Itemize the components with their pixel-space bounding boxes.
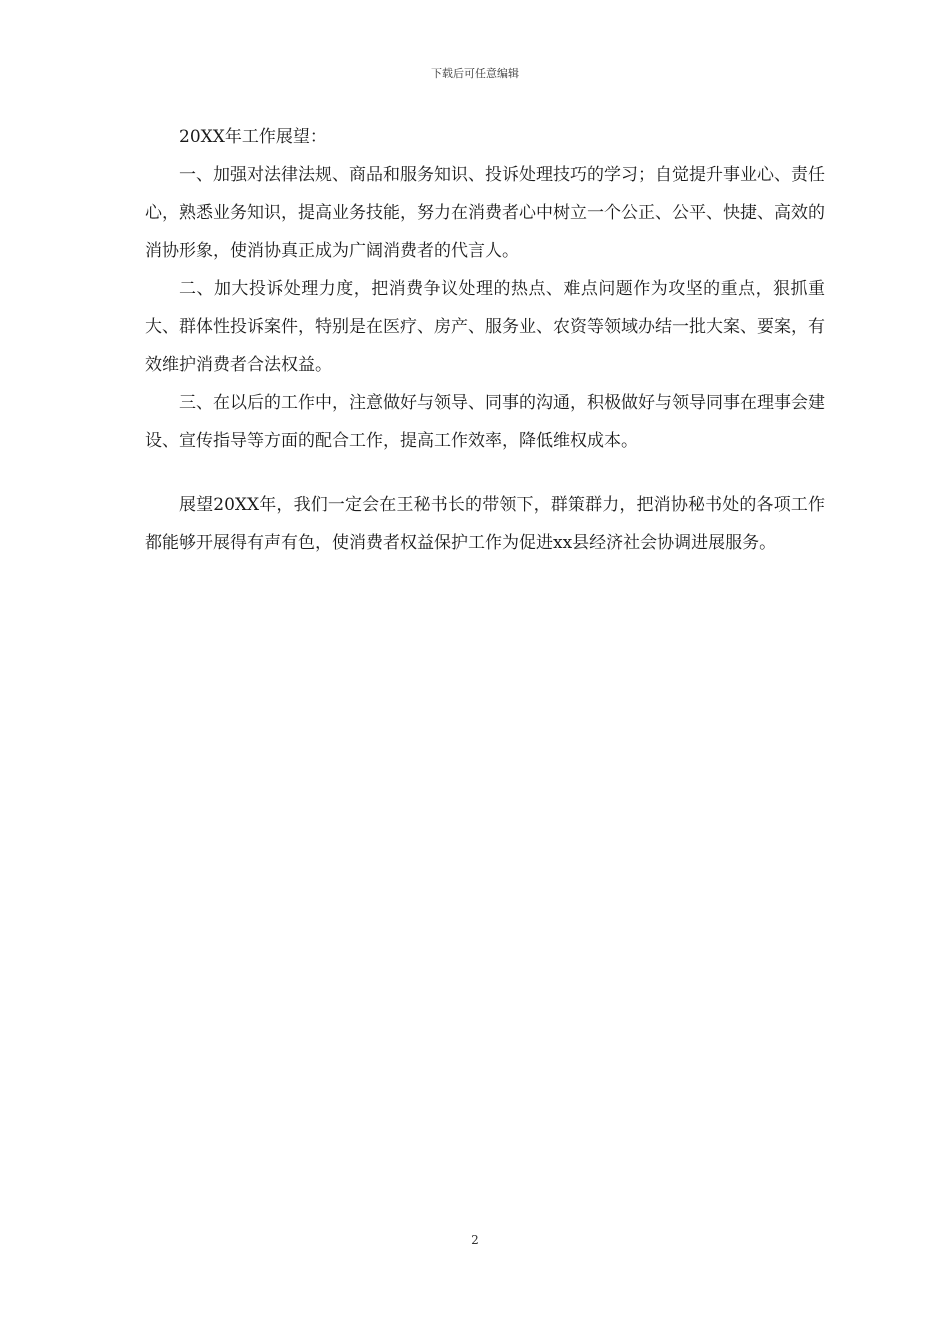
page-number: 2 <box>471 1233 479 1247</box>
section-title: 20XX年工作展望： <box>179 127 327 147</box>
outlook-item-1: 一、加强对法律法规、商品和服务知识、投诉处理技巧的学习；自觉提升事业心、责任心，熟悉业务知识，提高业务技能，努力在消费者心中树立一个公正、公平、快捷、高效的消协形象，使消协真正成为广阔消费者的代言人。 <box>145 165 825 261</box>
outlook-item-3: 三、在以后的工作中，注意做好与领导、同事的沟通，积极做好与领导同事在理事会建设、宣传指导等方面的配合工作，提高工作效率，降低维权成本。 <box>145 393 825 451</box>
document-body <box>145 118 825 562</box>
outlook-item-2: 二、加大投诉处理力度，把消费争议处理的热点、难点问题作为攻坚的重点，狠抓重大、群体性投诉案件，特别是在医疗、房产、服务业、农资等领域办结一批大案、要案，有效维护消费者合法权益。 <box>145 279 825 375</box>
closing-paragraph: 展望20XX年，我们一定会在王秘书长的带领下，群策群力，把消协秘书处的各项工作都能够开展得有声有色，使消费者权益保护工作为促进xx县经济社会协调进展服务。 <box>145 495 825 553</box>
paragraph-spacer <box>145 460 825 486</box>
page-header: 下载后可任意编辑 <box>431 67 519 80</box>
